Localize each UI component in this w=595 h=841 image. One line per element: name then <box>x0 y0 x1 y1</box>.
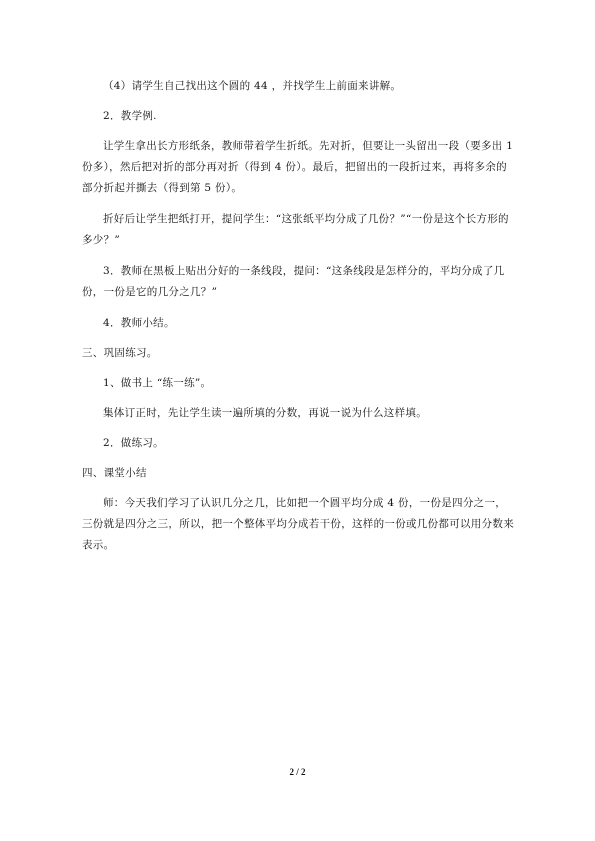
paragraph-line-segment: 3．教师在黑板上贴出分好的一条线段，提问：“这条线段是怎样分的，平均分成了几份，一份是它的几分之几？” <box>82 265 505 298</box>
paragraph-teacher-summary: 4．教师小结。 <box>103 317 175 329</box>
paragraph-group-correction: 集体订正时，先让学生读一遍所填的分数，再说一说为什么这样填。 <box>103 407 427 419</box>
paragraph-practice-book: 1、做书上 “练一练”。 <box>103 377 212 389</box>
heading-consolidation-practice: 三、巩固练习。 <box>82 347 158 359</box>
heading-class-summary: 四、课堂小结 <box>82 467 147 479</box>
paragraph-do-exercises: 2．做练习。 <box>103 437 164 449</box>
paragraph-find-circle: （4）请学生自己找出这个圆的 44 ，并找学生上前面来讲解。 <box>103 80 402 92</box>
paragraph-ask-students: 折好后让学生把纸打开，提问学生：“这张纸平均分成了几份？”“一份是这个长方形的多少？” <box>82 213 509 246</box>
paragraph-paper-folding: 让学生拿出长方形纸条，教师带着学生折纸。先对折，但要让一头留出一段（要多出 1 份多），然后把对折的部分再对折（得到 4 份）。最后，把留出的一段折过来，再将多余的部分折起并撕去（得到第 5 份）。 <box>82 140 514 194</box>
paragraph-teacher-conclusion: 师：今天我们学习了认识几分之几，比如把一个圆平均分成 4 份，一份是四分之一，三份就是四分之三，所以，把一个整体平均分成若干份，这样的一份或几份都可以用分数来表示。 <box>82 497 514 551</box>
paragraph-teaching-example: 2．教学例. <box>103 110 157 122</box>
page-number: 2 / 2 <box>289 767 306 777</box>
